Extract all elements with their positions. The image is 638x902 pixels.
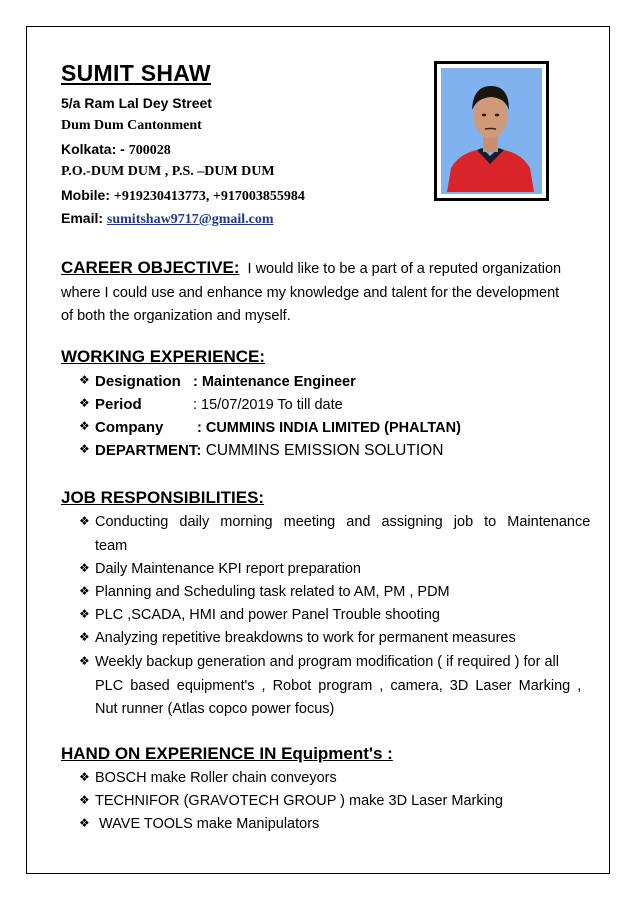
hands-on-experience-title: HAND ON EXPERIENCE IN Equipment's : bbox=[61, 744, 393, 763]
job-item-text: Daily Maintenance KPI report preparation bbox=[95, 561, 361, 577]
email-line bbox=[61, 210, 274, 228]
kolkata-label: Kolkata: - bbox=[61, 141, 129, 157]
bullet-icon: ❖ bbox=[79, 770, 90, 784]
kolkata-pin: 700028 bbox=[128, 143, 171, 158]
bullet-icon: ❖ bbox=[79, 561, 90, 575]
job-item-line-3: Nut runner (Atlas copco power focus) bbox=[95, 701, 335, 717]
equipment-item-text: WAVE TOOLS make Manipulators bbox=[95, 816, 320, 832]
address-line-1: 5/a Ram Lal Dey Street bbox=[61, 95, 212, 111]
equipment-item-text: TECHNIFOR (GRAVOTECH GROUP ) make 3D Laser Marking bbox=[95, 793, 503, 809]
job-item-line-2: team bbox=[95, 537, 128, 554]
profile-photo-frame bbox=[434, 61, 549, 201]
bullet-icon: ❖ bbox=[79, 584, 90, 598]
bullet-icon: ❖ bbox=[79, 396, 90, 410]
bullet-icon: ❖ bbox=[79, 442, 90, 456]
career-line-2: where I could use and enhance my knowledge and talent for the development bbox=[61, 284, 560, 301]
company-value: : CUMMINS INDIA LIMITED (PHALTAN) bbox=[197, 420, 461, 436]
bullet-icon: ❖ bbox=[79, 419, 90, 433]
career-objective-title: CAREER OBJECTIVE: bbox=[61, 258, 240, 277]
job-item-text: PLC ,SCADA, HMI and power Panel Trouble shooting bbox=[95, 607, 440, 623]
working-experience-title: WORKING EXPERIENCE: bbox=[61, 347, 266, 366]
bullet-icon: ❖ bbox=[79, 630, 90, 644]
job-item-line bbox=[95, 514, 591, 530]
bullet-icon: ❖ bbox=[79, 514, 90, 528]
mobile-label: Mobile: bbox=[61, 187, 114, 203]
bullet-icon: ❖ bbox=[79, 793, 90, 807]
email-link[interactable]: sumitshaw9717@gmail.com bbox=[106, 212, 274, 227]
equipment-item-text: BOSCH make Roller chain conveyors bbox=[95, 770, 337, 786]
company-label: Company bbox=[95, 419, 164, 436]
profile-photo bbox=[441, 68, 542, 194]
kolkata-line bbox=[61, 141, 171, 159]
job-item-text: Planning and Scheduling task related to AM, PM , PDM bbox=[95, 584, 450, 600]
career-line-1: I would like to be a part of a reputed organization bbox=[247, 261, 562, 277]
job-responsibilities-title: JOB RESPONSIBILITIES: bbox=[61, 488, 265, 507]
person-portrait-icon bbox=[441, 68, 540, 192]
career-objective bbox=[61, 256, 581, 329]
po-line: P.O.-DUM DUM , P.S. –DUM DUM bbox=[61, 164, 275, 179]
bullet-icon: ❖ bbox=[79, 816, 90, 830]
candidate-name: SUMIT SHAW bbox=[61, 60, 211, 86]
bullet-icon: ❖ bbox=[79, 373, 90, 387]
period-label: Period bbox=[95, 396, 142, 413]
mobile-value: +919230413773, +917003855984 bbox=[113, 189, 305, 204]
bullet-icon: ❖ bbox=[79, 607, 90, 621]
designation-label: Designation bbox=[95, 373, 181, 390]
job-item-text: Analyzing repetitive breakdowns to work for permanent measures bbox=[95, 630, 516, 646]
period-value: : 15/07/2019 To till date bbox=[193, 397, 343, 413]
job-item-line-2: PLC based equipment's , Robot program , camera, 3D Laser Marking , bbox=[95, 677, 582, 694]
mobile-line bbox=[61, 187, 305, 205]
job-item-text: Weekly backup generation and program modification ( if required ) for all bbox=[95, 654, 559, 670]
bullet-icon: ❖ bbox=[79, 654, 90, 668]
email-label: Email: bbox=[61, 210, 107, 226]
department-label: DEPARTMENT: bbox=[95, 442, 202, 459]
designation-value: : Maintenance Engineer bbox=[193, 374, 356, 390]
address-line-2: Dum Dum Cantonment bbox=[61, 118, 202, 133]
job-item-text: Conducting daily morning meeting and assigning job to Maintenance bbox=[95, 514, 591, 530]
department-value: CUMMINS EMISSION SOLUTION bbox=[201, 442, 444, 459]
career-line-3: of both the organization and myself. bbox=[61, 308, 291, 324]
